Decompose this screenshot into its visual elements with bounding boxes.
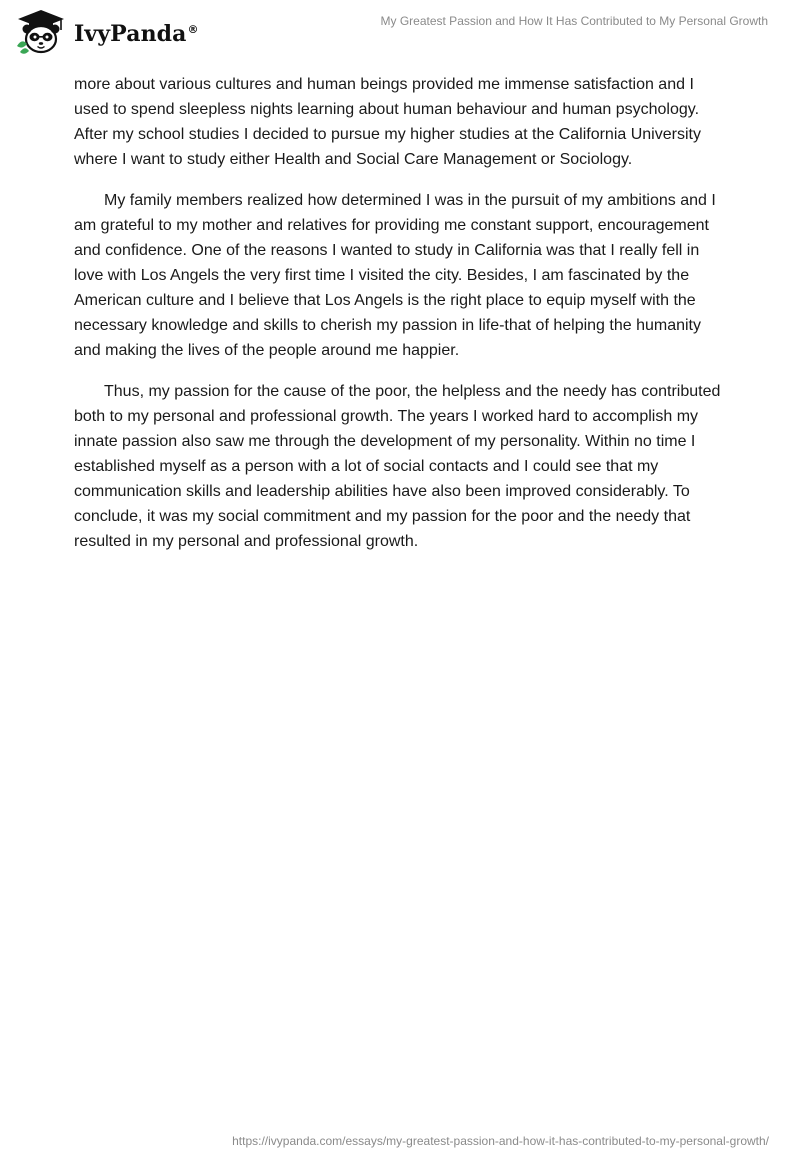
essay-body [74,72,728,570]
page-header [0,0,800,60]
paragraph-1: more about various cultures and human beings provided me immense satisfaction and I used to spend sleepless nights learning about human behaviour and human psychology. After my school studies I decided to pursue my higher studies at the California University where I want to study either Health and Social Care Management or Sociology. [74,76,701,168]
ivypanda-logo[interactable] [14,8,199,56]
source-url[interactable]: https://ivypanda.com/essays/my-greatest-passion-and-how-it-has-contributed-to-my-personal-growth/ [232,1134,769,1148]
registered-mark: ® [187,22,199,36]
paragraph-3: Thus, my passion for the cause of the poor, the helpless and the needy has contributed both to my personal and professional growth. The years I worked hard to accomplish my innate passion also saw me through the development of my personality. Within no time I established myself as a person with a lot of social contacts and I could see that my communication skills and leadership abilities have also been improved considerably. To conclude, it was my social commitment and my passion for the poor and the needy that resulted in my personal and professional growth. [74,383,721,550]
paragraph-2: My family members realized how determined I was in the pursuit of my ambitions and I am grateful to my mother and relatives for providing me constant support, encouragement and confidence. One of the reasons I wanted to study in California was that I really fell in love with Los Angels the very first time I visited the city. Besides, I am fascinated by the American culture and I believe that Los Angels is the right place to equip myself with the necessary knowledge and skills to cherish my passion in life-that of helping the humanity and making the lives of the people around me happier. [74,192,716,359]
brand-name: IvyPanda® [74,21,199,47]
panda-graduate-icon [14,8,68,56]
document-title: My Greatest Passion and How It Has Contributed to My Personal Growth [380,14,768,28]
